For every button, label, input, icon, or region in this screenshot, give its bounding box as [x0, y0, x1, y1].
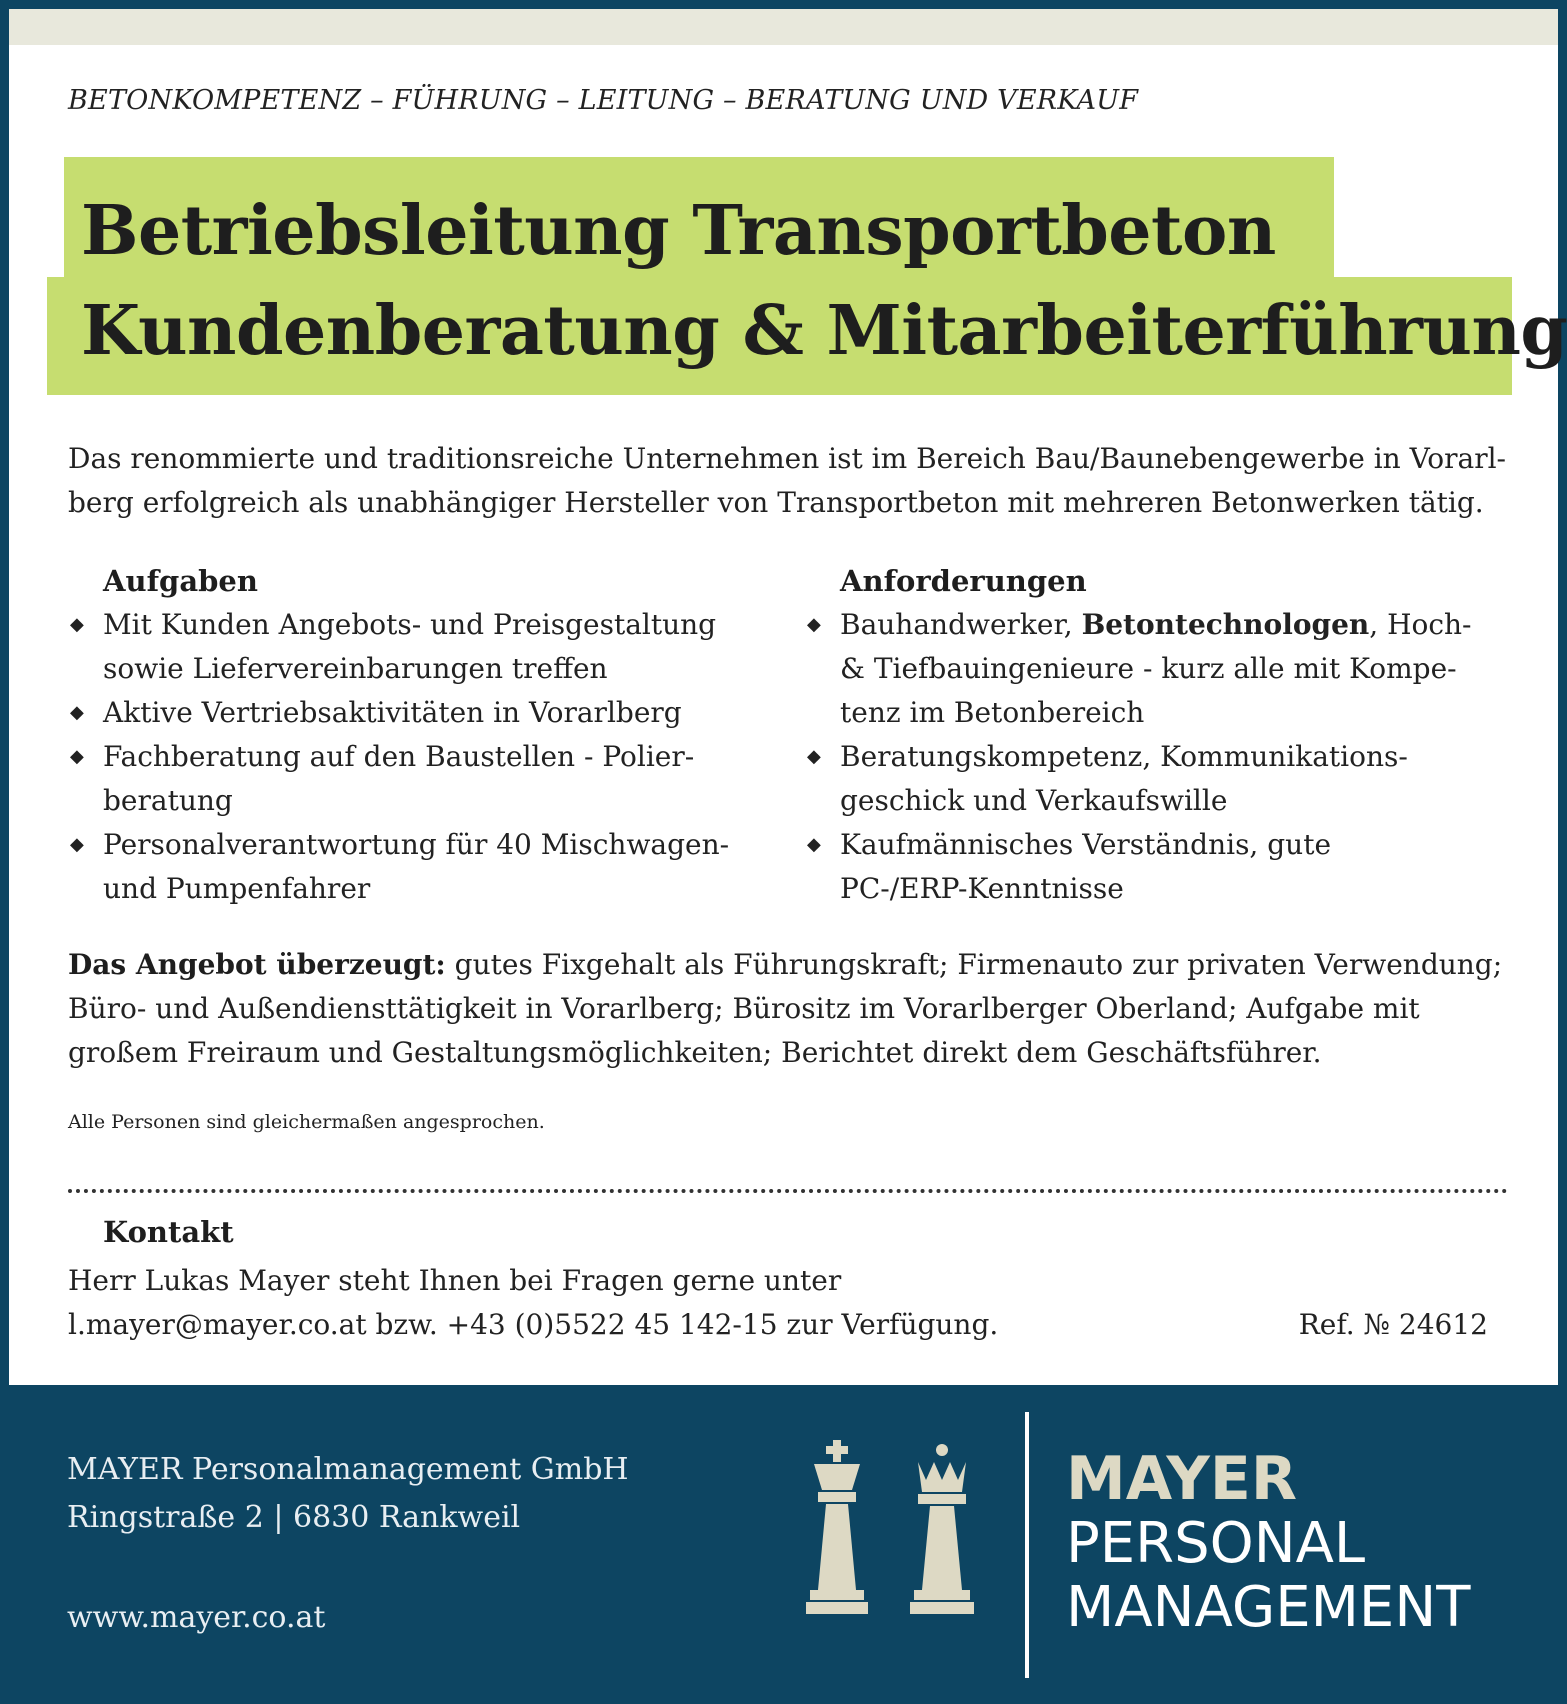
chess-king-icon	[806, 1440, 868, 1614]
contact-text	[68, 1259, 998, 1347]
list-item-text: Beratungskompetenz, Kommunikations-	[840, 740, 1408, 773]
list-item	[805, 735, 1505, 823]
diamond-bullet-icon: ◆	[807, 834, 821, 855]
company-intro	[68, 437, 1518, 525]
brand-logo	[1066, 1446, 1470, 1640]
tasks-list	[68, 603, 768, 911]
diamond-bullet-icon: ◆	[70, 834, 84, 855]
offer-paragraph	[68, 943, 1528, 1075]
contact-line: Herr Lukas Mayer steht Ihnen bei Fragen gerne unter	[68, 1264, 842, 1297]
job-title-line-2: Kundenberatung & Mitarbeiterführung	[81, 291, 1567, 371]
list-item-text	[840, 603, 1505, 647]
list-item-text: Aktive Vertriebsaktivitäten in Vorarlberg	[103, 696, 682, 729]
list-item	[805, 603, 1505, 735]
list-item-text: und Pumpenfahrer	[103, 872, 371, 905]
job-title-line-1: Betriebsleitung Transportbeton	[81, 191, 1276, 271]
offer-line: Büro- und Außendiensttätigkeit in Vorarlberg; Bürositz im Vorarlberger Oberland; Aufgabe mit	[68, 992, 1420, 1025]
address-line: Ringstraße 2 | 6830 Rankweil	[67, 1500, 521, 1535]
company-address	[67, 1446, 629, 1542]
contact-heading: Kontakt	[103, 1215, 234, 1249]
chess-pieces-icon	[806, 1440, 982, 1616]
list-item-text: Mit Kunden Angebots- und Preisgestaltung	[103, 608, 717, 641]
chess-queen-icon	[910, 1444, 974, 1614]
list-item-text: geschick und Verkaufswille	[840, 784, 1228, 817]
list-item	[68, 691, 768, 735]
list-item-text: Personalverantwortung für 40 Mischwagen-	[103, 828, 730, 861]
logo-word-mayer: MAYER	[1066, 1444, 1298, 1514]
list-item	[68, 735, 768, 823]
company-name: MAYER Personalmanagement GmbH	[67, 1452, 629, 1487]
diamond-bullet-icon: ◆	[70, 614, 84, 635]
kicker-line: BETONKOMPETENZ – FÜHRUNG – LEITUNG – BERATUNG UND VERKAUF	[68, 85, 1139, 116]
list-item-text: PC-/ERP-Kenntnisse	[840, 872, 1124, 905]
list-item-text: Kaufmännisches Verständnis, gute	[840, 828, 1332, 861]
reference-number: Ref. № 24612	[1298, 1308, 1488, 1341]
top-band	[9, 9, 1558, 45]
intro-line: Das renommierte und traditionsreiche Unternehmen ist im Bereich Bau/Baunebengewerbe in Vorarl-	[68, 442, 1506, 475]
tasks-section	[68, 559, 768, 911]
logo-word-management: MANAGEMENT	[1066, 1575, 1471, 1640]
list-item	[68, 823, 768, 911]
list-item-text: sowie Liefervereinbarungen treffen	[103, 652, 608, 685]
offer-text: gutes Fixgehalt als Führungskraft; Firmenauto zur privaten Verwendung;	[445, 948, 1503, 981]
contact-line[interactable]: l.mayer@mayer.co.at bzw. +43 (0)5522 45 142-15 zur Verfügung.	[68, 1308, 999, 1341]
intro-line: berg erfolgreich als unabhängiger Hersteller von Transportbeton mit mehreren Betonwerken tätig.	[68, 486, 1484, 519]
diamond-bullet-icon: ◆	[70, 746, 84, 767]
dotted-divider	[68, 1189, 1508, 1193]
equality-note: Alle Personen sind gleichermaßen angesprochen.	[68, 1111, 545, 1133]
requirements-section	[805, 559, 1505, 911]
list-item-text: Fachberatung auf den Baustellen - Polier-	[103, 740, 695, 773]
diamond-bullet-icon: ◆	[807, 614, 821, 635]
list-item-text-part: Bauhandwerker,	[840, 608, 1082, 641]
tasks-heading: Aufgaben	[103, 564, 258, 598]
list-item	[805, 823, 1505, 911]
list-item-text-part: , Hoch-	[1369, 608, 1472, 641]
requirements-list	[805, 603, 1505, 911]
list-item-text: beratung	[103, 784, 233, 817]
offer-line	[68, 943, 1528, 987]
offer-line: großem Freiraum und Gestaltungsmöglichkeiten; Berichtet direkt dem Geschäftsführer.	[68, 1036, 1322, 1069]
logo-word-personal: PERSONAL	[1066, 1511, 1366, 1576]
job-ad-card	[9, 9, 1567, 1385]
offer-label: Das Angebot überzeugt:	[68, 948, 446, 981]
diamond-bullet-icon: ◆	[807, 746, 821, 767]
list-item-text: & Tiefbauingenieure - kurz alle mit Kompe-	[840, 652, 1457, 685]
list-item-text: tenz im Betonbereich	[840, 696, 1145, 729]
diamond-bullet-icon: ◆	[70, 702, 84, 723]
logo-divider	[1025, 1412, 1029, 1678]
website-link[interactable]: www.mayer.co.at	[67, 1600, 326, 1635]
requirements-heading: Anforderungen	[840, 564, 1087, 598]
list-item-text-bold: Betontechnologen	[1081, 608, 1370, 641]
list-item	[68, 603, 768, 691]
